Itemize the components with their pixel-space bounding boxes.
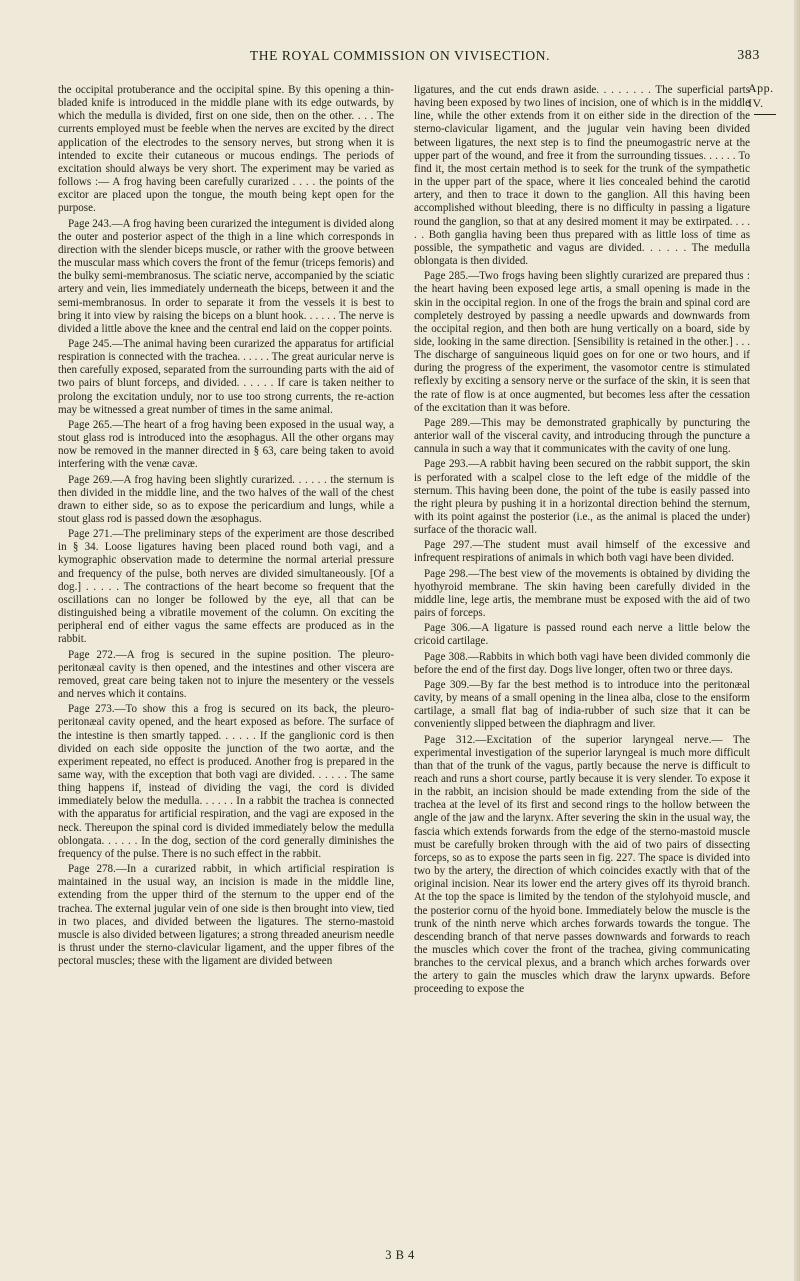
page-number: 383 [737,48,760,63]
appendix-marker [748,81,792,115]
appendix-label: App. IV. [748,81,774,110]
paragraph: Page 271.—The preliminary steps of the experiment are those described in § 34. Loose ligatures having been placed round both vagi, and a kymographic observation made to determine the normal arterial pressure and frequency of the pulse, both nerves are divided simultaneously. [Of a dog.] . . . . . The contractions of the heart become so frequent that the oscillations can no longer be followed by the eye, all that can be distinguished being a vibratile movement of the column. On exciting the peripheral end of either vagus the same effects are produced as in the rabbit. [58,528,394,646]
paragraph: Page 243.—A frog having been curarized the integument is divided along the outer and posterior aspect of the thigh in a line which corresponds in direction with the slender biceps muscle, or rather with the groove between the muscular mass which covers the front of the femur (triceps femoris) and the bulky semi-membranosus. The sciatic nerve, accompanied by the sciatic artery and vein, lies immediately underneath the biceps, between it and the semi-membranosus. In order to separate it from the vessels it is best to bring it into view by raising the biceps on a blunt hook. . . . . . The nerve is divided a little above the knee and the central end laid on the copper points. [58,217,394,335]
paragraph: Page 273.—To show this a frog is secured on its back, the pleuro-peritonæal cavity opened, and the heart exposed as before. The surface of the intestine is then smartly tapped. . . . . . If the ganglionic cord is then divided on each side opposite the junction of the two aortæ, and the experiment repeated, no effect is produced. Another frog is prepared in the same way, with the exception that both vagi are divided. . . . . . The same thing happens if, instead of dividing the vagi, the cord is divided immediately below the medulla. . . . . . In a rabbit the trachea is connected with the apparatus for artificial respiration, and the vagi are exposed in the neck. Thereupon the spinal cord is divided immediately below the medulla oblongata. . . . . . In the dog, section of the cord generally diminishes the frequency of the pulse. There is no such effect in the rabbit. [58,703,394,860]
paragraph: Page 298.—The best view of the movements is obtained by dividing the hyothyroid membrane. The skin having been carefully divided in the middle line, lege artis, the membrane must be exposed with the aid of two pairs of forceps. [414,567,750,620]
paragraph: Page 289.—This may be demonstrated graphically by puncturing the anterior wall of the visceral cavity, and introducing through the puncture a cannula in such a way that it communicates with the cavity of one lung. [414,416,750,456]
paragraph: Page 278.—In a curarized rabbit, in which artificial respiration is maintained in the usual way, an incision is made in the middle line, extending from the upper third of the sternum to the upper end of the trachea. The external jugular vein of one side is then brought into view, tied in two places, and divided between the ligatures. The sterno-mastoid muscle is also divided between ligatures; a strong threaded aneurism needle is thrust under the sterno-clavicular ligament, and the upper fibres of the pectoral muscles; these with the ligament are divided between [58,863,394,968]
appendix-rule [754,114,776,115]
signature-mark: 3 B 4 [385,1248,415,1262]
running-head [40,48,760,68]
paragraph: Page 297.—The student must avail himself of the excessive and infrequent respirations of animals in which both vagi have been divided. [414,539,750,565]
paragraph: Page 269.—A frog having been slightly curarized. . . . . . the sternum is then divided in the middle line, and the two halves of the wall of the chest drawn to either side, so as to expose the pericardium and lungs, while a stout glass rod is passed down the æsophagus. [58,473,394,525]
paragraph: Page 245.—The animal having been curarized the apparatus for artificial respiration is connected with the trachea. . . . . . The great auricular nerve is then carefully exposed, separated from the surrounding parts with the aid of two pairs of blunt forceps, and divided. . . . . . If care is taken neither to prolong the excitation unduly, nor to use too strong currents, the re-action may be witnessed a great number of times in the same animal. [58,337,394,416]
page-edge-shadow [794,0,800,1281]
paragraph: Page 308.—Rabbits in which both vagi have been divided commonly die before the end of the first day. Dogs live longer, often two or three days. [414,650,750,676]
paragraph: Page 293.—A rabbit having been secured on the rabbit support, the skin is perforated with a scalpel close to the left edge of the middle of the sternum. This having been done, the point of the tube is easily passed into the right pleura by pushing it in a horizontal direction behind the sternum, with its point against the posterior (i.e., as the animal is placed the under) surface of the thoracic wall. [414,458,750,537]
page-title: THE ROYAL COMMISSION ON VIVISECTION. [249,48,551,63]
paragraph: Page 309.—By far the best method is to introduce into the peritonæal cavity, by means of a small opening in the linea alba, close to the ensiform cartilage, a small flat bag of india-rubber of such size that it can be conveniently slipped between the diaphragm and liver. [414,678,750,731]
paragraph: Page 285.—Two frogs having been slightly curarized are prepared thus : the heart having been exposed lege artis, a small opening is made in the skin in the occipital region. In one of the frogs the brain and spinal cord are completely destroyed by passing a needle upwards and downwards from the occipital region, and then both are hung vertically on a board, side by side, looking in the same direction. [Sensibility is retained in the other.] . . . The discharge of sanguineous liquid goes on for one or two hours, and if during the progress of the experiment, the vasomotor centre is stimulated reflexly by exciting a sensory nerve or the surface of the skin, it is seen that the rate of flow is at once augmented, but becomes less after the cessation of the excitation than it was before. [414,270,750,414]
paragraph: Page 312.—Excitation of the superior laryngeal nerve.— The experimental investigation of the superior laryngeal is much more difficult than that of the trunk of the vagus, partly because the nerve is difficult to reach and runs a short course, partly because it is very slender. To expose it in the rabbit, an incision should be made extending from the side of the trachea at the level of its first and second rings to the hollow between the angle of the jaw and the larynx. After severing the skin in the usual way, the fascia which extends forwards from the edge of the sterno-mastoid muscle must be carefully broken through with the aid of two pairs of dissecting forceps, so as to expose the parts seen in fig. 227. The space is divided into two by the artery, the direction of which coincides exactly with that of the original incision. Near its lower end the artery gives off its thyroid branch. At the top the space is limited by the tendon of the stylohyoid muscle, and the posterior cornu of the hyoid bone. Immediately below the muscle is the trunk of the ninth nerve which arches forwards towards the tongue. The descending branch of that nerve passes downwards and forwards to reach the muscles which cover the front of the trachea, giving communicating branches to the cervical plexus, and a branch which arches forwards over the artery to gain the muscles which draw the larynx upwards. Before proceeding to expose the [414,733,750,996]
paragraph: ligatures, and the cut ends drawn aside. . . . . . . . The superficial parts having been exposed by two lines of incision, one of which is in the middle line, while the other extends from it on either side in the direction of the sterno-clavicular ligament, and the jugular vein having been divided between ligatures, the next step is to find the pneumogastric nerve at the upper part of the wound, and free it from the surrounding tissues. . . . . . To find it, the most certain method is to seek for the trunk of the sympathetic in the upper part of the space, where it lies concealed behind the carotid artery, and then to trace it down to the ganglion. All this having been accomplished without bleeding, there is no difficulty in passing a ligature round the ganglion, so that at any desired moment it may be extirpated. . . . . . Both ganglia having been thus prepared with as little loss of time as possible, the sympathetic and vagus are divided. . . . . . The medulla oblongata is then divided. [414,84,750,268]
left-column [58,84,394,970]
paragraph: Page 265.—The heart of a frog having been exposed in the usual way, a stout glass rod is introduced into the æsophagus. All the other organs may now be removed in the manner directed in § 63, care being taken to avoid interfering with the venæ cavæ. [58,418,394,471]
paragraph: the occipital protuberance and the occipital spine. By this opening a thin-bladed knife is introduced in the middle plane with its edge outwards, by which the medulla is divided, first on one side, then on the other. . . . The currents employed must be feeble when the nerves are excited by the direct application of the electrodes to the sensory nerves, but strong when it is intended to excite their cutaneous or mucous endings. The periods of excitation should always be very short. The experiment may be varied as follows :— A frog having been carefully curarized . . . . the points of the excitor are placed upon the tongue, the mouth being kept open for the purpose. [58,84,394,215]
paragraph: Page 306.—A ligature is passed round each nerve a little below the cricoid cartilage. [414,622,750,648]
paragraph: Page 272.—A frog is secured in the supine position. The pleuro-peritonæal cavity is then opened, and the intestines and other viscera are removed, great care being taken not to injure the mesentery or the vessels and nerves which it contains. [58,648,394,701]
right-column [414,84,750,999]
